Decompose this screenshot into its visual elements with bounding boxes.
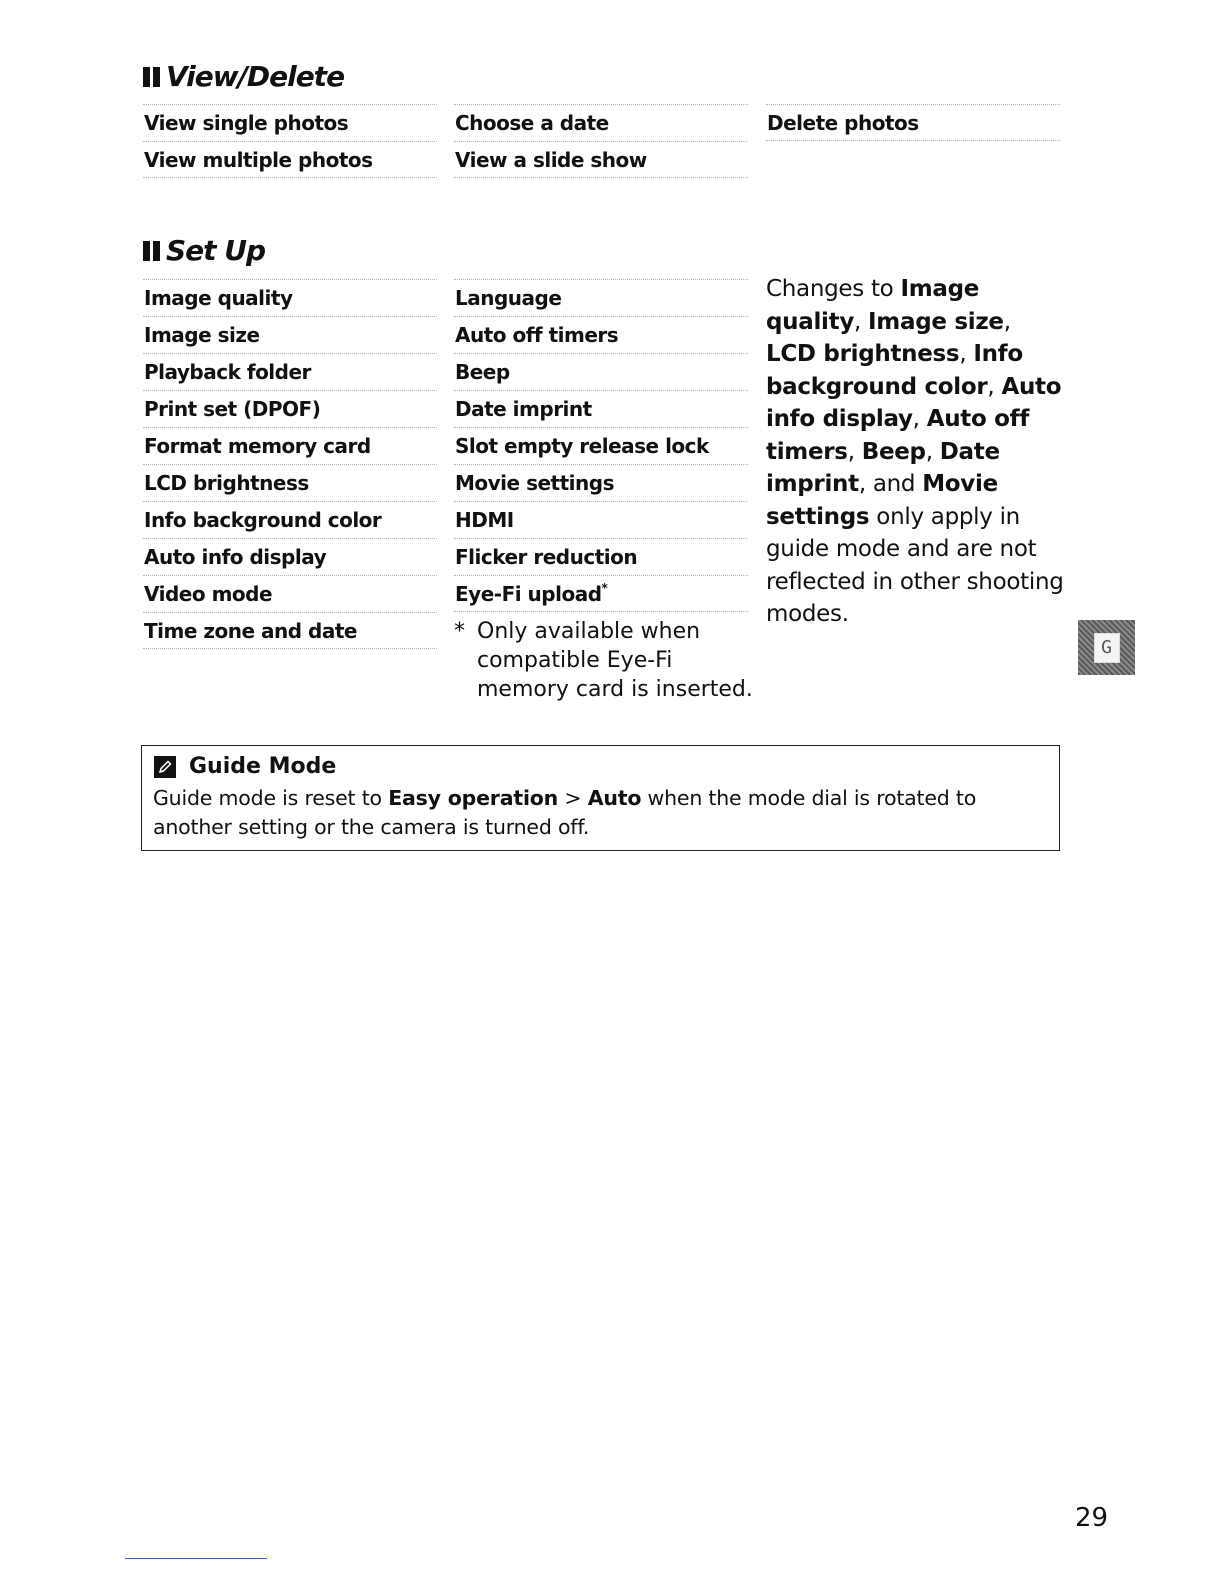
guide-text: when the mode dial is rotated to another setting or the camera is turned off. bbox=[153, 786, 977, 839]
view-delete-title: View/Delete bbox=[166, 60, 345, 93]
note-text: , bbox=[1003, 308, 1011, 335]
menu-item: View multiple photos bbox=[143, 141, 437, 178]
section-title-view-delete bbox=[143, 60, 344, 93]
note-bold: Beep bbox=[861, 438, 926, 465]
footnote bbox=[454, 617, 754, 704]
menu-item: Video mode bbox=[143, 575, 437, 612]
menu-item: HDMI bbox=[454, 501, 748, 538]
menu-item: Choose a date bbox=[454, 104, 748, 141]
set-up-title: Set Up bbox=[166, 234, 266, 267]
menu-item: View single photos bbox=[143, 104, 437, 141]
note-text: , bbox=[987, 373, 1002, 400]
footnote-text: Only available when compatible Eye-Fi memory card is inserted. bbox=[477, 619, 753, 702]
guide-mode-heading bbox=[154, 754, 336, 779]
note-text: , bbox=[925, 438, 940, 465]
menu-item: Auto info display bbox=[143, 538, 437, 575]
guide-mode-title: Guide Mode bbox=[189, 754, 337, 779]
note-bold: Auto info display bbox=[766, 373, 1062, 432]
view-delete-col2 bbox=[454, 104, 748, 178]
set-up-col1 bbox=[143, 279, 437, 649]
view-delete-col1 bbox=[143, 104, 437, 178]
menu-item: Flicker reduction bbox=[454, 538, 748, 575]
section-bars-icon bbox=[143, 67, 160, 87]
view-delete-col3 bbox=[766, 104, 1060, 141]
guide-text: > bbox=[558, 786, 588, 810]
note-text: , and bbox=[858, 471, 923, 497]
note-bold: LCD brightness bbox=[766, 341, 960, 367]
note-text: , bbox=[854, 308, 869, 335]
note-bold: Info background color bbox=[766, 341, 1023, 400]
page-number: 29 bbox=[1075, 1503, 1109, 1533]
set-up-note bbox=[766, 273, 1066, 631]
guide-text: Guide mode is reset to bbox=[153, 786, 389, 810]
note-bold: Movie settings bbox=[766, 471, 998, 530]
menu-item-eye-fi bbox=[454, 575, 748, 612]
note-bold: Image size bbox=[868, 308, 1004, 335]
note-bold: Date imprint bbox=[766, 438, 1000, 497]
menu-item: View a slide show bbox=[454, 141, 748, 178]
footnote-marker: * bbox=[601, 581, 608, 595]
guide-bold: Auto bbox=[587, 786, 642, 810]
menu-item: Time zone and date bbox=[143, 612, 437, 649]
guide-mode-text bbox=[153, 784, 1043, 842]
note-text: only apply in guide mode and are not reflected in other shooting modes. bbox=[766, 503, 1064, 627]
bottom-rule bbox=[125, 1558, 267, 1559]
footnote-star: * bbox=[454, 619, 465, 644]
note-text: Changes to bbox=[766, 276, 901, 302]
menu-item: Info background color bbox=[143, 501, 437, 538]
menu-item: Slot empty release lock bbox=[454, 427, 748, 464]
menu-item: Print set (DPOF) bbox=[143, 390, 437, 427]
note-bold: Auto off timers bbox=[766, 406, 1030, 465]
menu-item: Image size bbox=[143, 316, 437, 353]
section-title-set-up bbox=[143, 234, 265, 267]
menu-item: Movie settings bbox=[454, 464, 748, 501]
menu-item: Auto off timers bbox=[454, 316, 748, 353]
menu-item: Format memory card bbox=[143, 427, 437, 464]
tab-g-label: G bbox=[1094, 633, 1120, 663]
pencil-note-icon bbox=[154, 756, 176, 778]
menu-item: Language bbox=[454, 279, 748, 316]
guide-bold: Easy operation bbox=[388, 786, 559, 810]
menu-item: LCD brightness bbox=[143, 464, 437, 501]
section-tab-g bbox=[1078, 620, 1135, 675]
note-text: , bbox=[847, 438, 862, 465]
menu-item: Beep bbox=[454, 353, 748, 390]
note-text: , bbox=[959, 341, 974, 367]
guide-mode-note-box bbox=[141, 745, 1060, 851]
menu-item: Delete photos bbox=[766, 104, 1060, 141]
eye-fi-label: Eye-Fi upload bbox=[455, 582, 602, 606]
note-text: , bbox=[912, 406, 927, 432]
menu-item: Image quality bbox=[143, 279, 437, 316]
menu-item: Date imprint bbox=[454, 390, 748, 427]
set-up-col2 bbox=[454, 279, 748, 612]
menu-item: Playback folder bbox=[143, 353, 437, 390]
note-bold: Image quality bbox=[766, 276, 980, 335]
section-bars-icon bbox=[143, 241, 160, 261]
